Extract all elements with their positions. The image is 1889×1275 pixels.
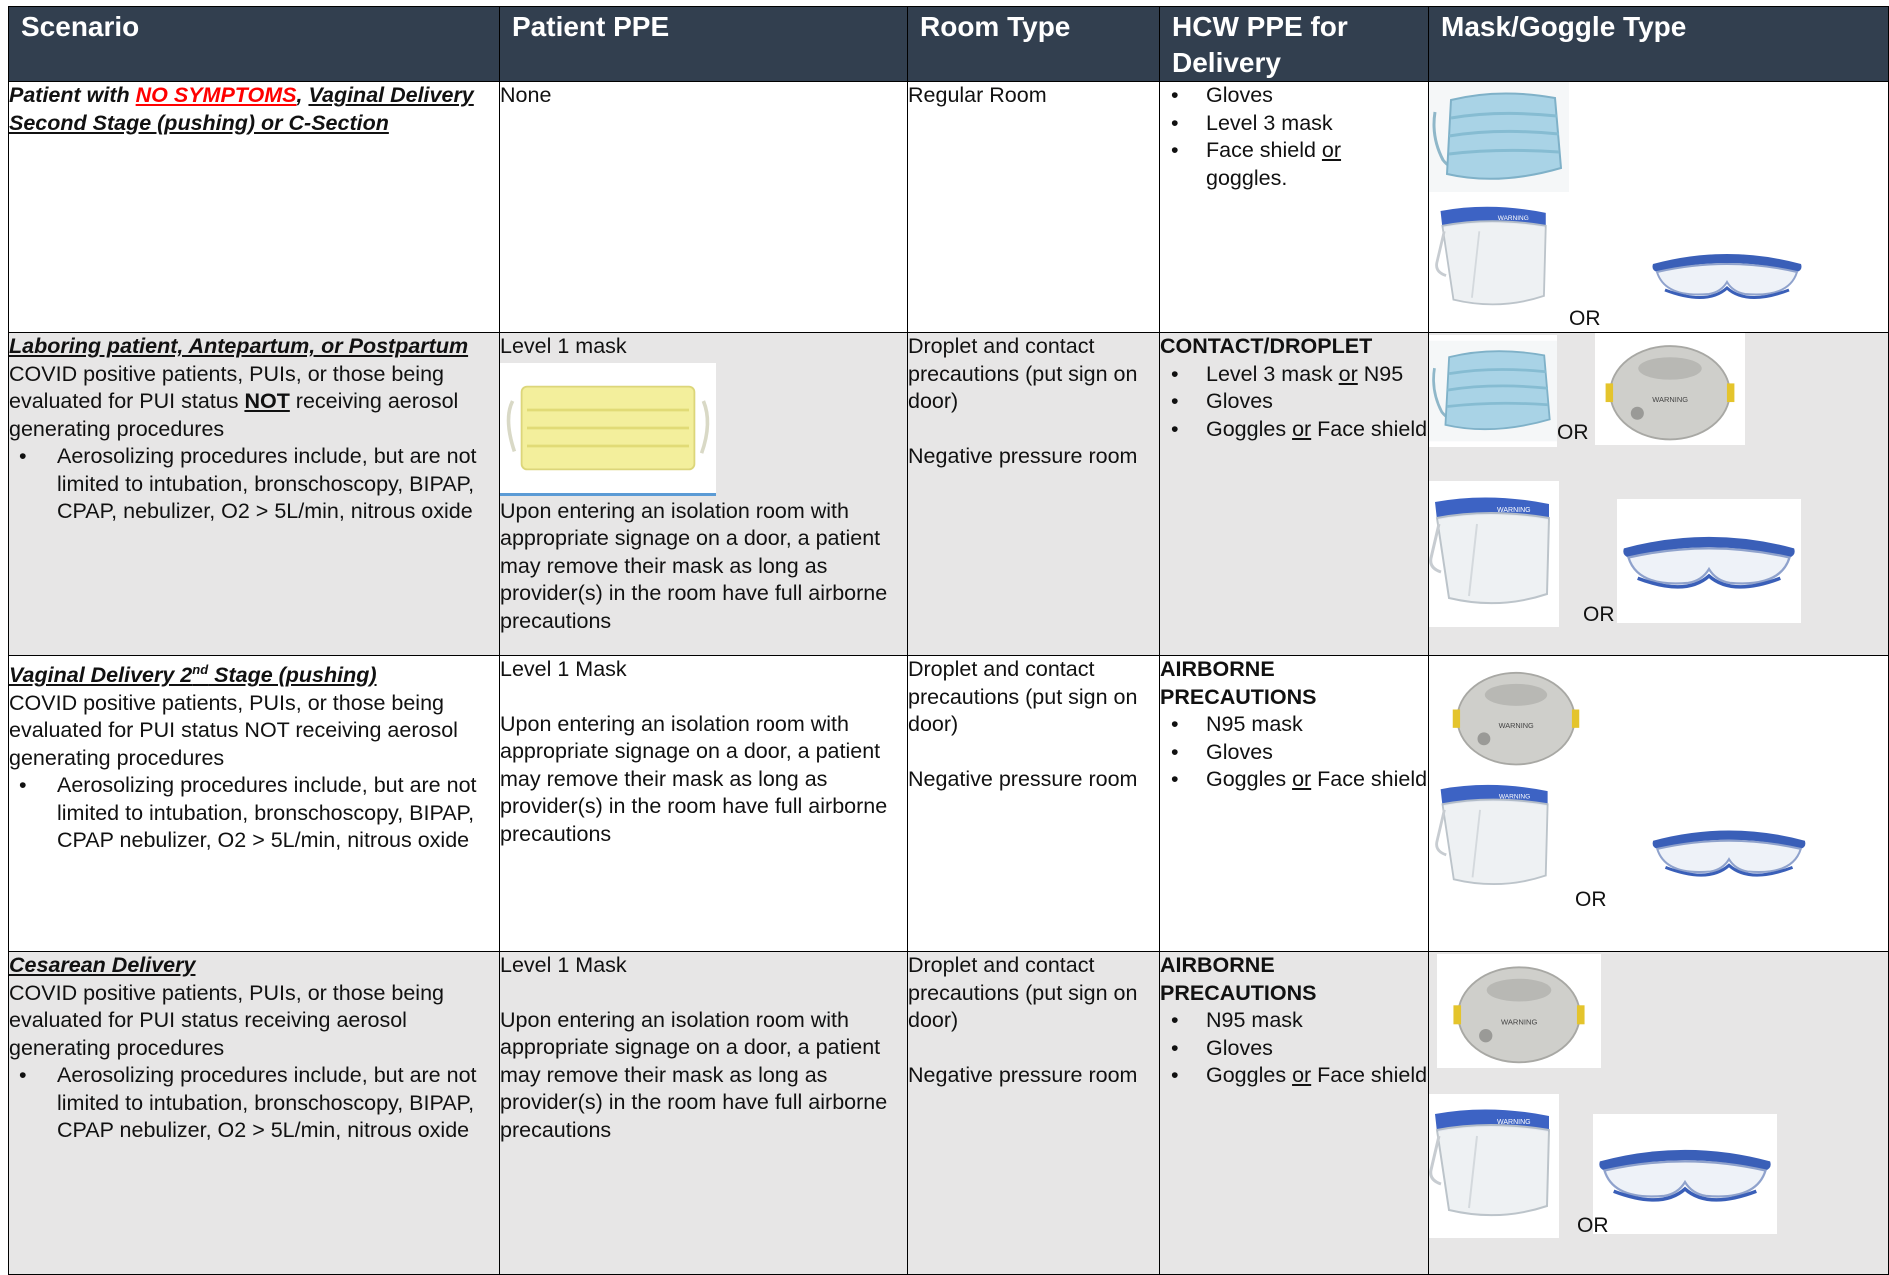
patient-ppe-cell (500, 656, 908, 952)
list-item: • Gloves (1160, 388, 1428, 416)
patient-note: Upon entering an isolation room with appropriate signage on a door, a patient may remove their mask as long as provider(s) in the room have full airborne precautions (500, 711, 888, 846)
list-item: • Level 3 mask or N95 (1160, 361, 1428, 389)
scenario-title: Laboring patient, Antepartum, or Postpartum (9, 334, 469, 358)
hcw-ppe-cell (1160, 656, 1429, 952)
mask-goggle-cell (1429, 333, 1889, 656)
patient-ppe-value: Level 1 Mask (500, 953, 627, 977)
hcw-ppe-list (1160, 361, 1428, 444)
mask-goggle-cell (1429, 952, 1889, 1275)
face-shield-image (1435, 778, 1557, 898)
or-connector: or (1292, 1063, 1312, 1087)
image-underline (500, 493, 716, 496)
header-mask-goggle-type: Mask/Goggle Type (1429, 7, 1889, 82)
mask-goggle-cell (1429, 82, 1889, 333)
table-row (9, 952, 1889, 1275)
safety-goggles-image (1647, 812, 1811, 892)
list-item: • Aerosolizing procedures include, but are not limited to intubation, bronschoscopy, BIPAP, CPAP, nebulizer, O2 > 5L/min, nitrous oxide (9, 443, 499, 526)
or-connector: or (1338, 361, 1358, 386)
scenario-cell (9, 333, 500, 656)
scenario-title: Vaginal Delivery 2nd Stage (pushing) (9, 662, 377, 688)
n95-respirator-image (1595, 333, 1745, 445)
scenario-cell (9, 656, 500, 952)
list-item: • Gloves (1160, 739, 1428, 767)
not-emphasis: NOT (244, 389, 290, 413)
hcw-ppe-list (1160, 82, 1428, 192)
scenario-title: Cesarean Delivery (9, 953, 196, 977)
face-shield-image (1435, 199, 1555, 319)
list-item: • Aerosolizing procedures include, but are not limited to intubation, bronschoscopy, BIPAP, CPAP nebulizer, O2 > 5L/min, nitrous oxide (9, 772, 499, 855)
room-type-cell (908, 656, 1160, 952)
or-connector: or (1292, 416, 1312, 441)
hcw-ppe-list (1160, 1007, 1428, 1090)
or-label: OR (1569, 307, 1601, 330)
face-shield-image (1429, 481, 1559, 627)
or-label: OR (1557, 421, 1589, 444)
patient-note: Upon entering an isolation room with appropriate signage on a door, a patient may remove their mask as long as provider(s) in the room have full airborne precautions (500, 1007, 888, 1142)
n95-respirator-image (1437, 660, 1595, 770)
room-type-value: Negative pressure room (908, 1062, 1138, 1087)
room-type-value: Droplet and contact precautions (put sign on door) (908, 334, 1138, 413)
hcw-precaution-heading: CONTACT/DROPLET (1160, 334, 1373, 358)
hcw-precaution-heading: AIRBORNE PRECAUTIONS (1160, 953, 1317, 1005)
table-row (9, 656, 1889, 952)
scenario-title: Patient with NO SYMPTOMS, Vaginal Delivery Second Stage (pushing) or C-Section (9, 83, 474, 135)
room-type-value: Regular Room (908, 83, 1047, 107)
scenario-cell (9, 952, 500, 1275)
room-type-value: Droplet and contact precautions (put sign on door) (908, 953, 1138, 1032)
hcw-precaution-heading: AIRBORNE PRECAUTIONS (1160, 657, 1317, 709)
surgical-mask-image (1429, 335, 1557, 447)
header-scenario: Scenario (9, 7, 500, 82)
header-room-type: Room Type (908, 7, 1160, 82)
list-item: • Goggles or Face shield (1160, 416, 1428, 444)
scenario-bullets (9, 772, 499, 855)
list-item: • Level 3 mask (1160, 110, 1428, 138)
patient-ppe-cell (500, 82, 908, 333)
room-type-value: Negative pressure room (908, 443, 1138, 468)
list-item: • Goggles or Face shield (1160, 766, 1428, 794)
header-patient-ppe: Patient PPE (500, 7, 908, 82)
room-type-cell (908, 952, 1160, 1275)
list-item: • N95 mask (1160, 711, 1428, 739)
patient-ppe-value: None (500, 83, 552, 107)
header-row (9, 7, 1889, 82)
hcw-ppe-cell (1160, 952, 1429, 1275)
patient-note: Upon entering an isolation room with appropriate signage on a door, a patient may remove their mask as long as provider(s) in the room have full airborne precautions (500, 498, 888, 633)
patient-ppe-value: Level 1 Mask (500, 657, 627, 681)
patient-ppe-cell (500, 333, 908, 656)
list-item: • Gloves (1160, 1035, 1428, 1063)
scenario-description: COVID positive patients, PUIs, or those being evaluated for PUI status NOT receiving aerosol generating procedures (9, 690, 458, 770)
scenario-bullets (9, 1062, 499, 1145)
room-type-value: Droplet and contact precautions (put sign on door) (908, 657, 1138, 736)
or-label: OR (1575, 888, 1607, 911)
surgical-mask-image (1429, 82, 1569, 192)
safety-goggles-image (1593, 1114, 1777, 1234)
scenario-cell (9, 82, 500, 333)
table-row (9, 82, 1889, 333)
face-shield-image (1429, 1094, 1559, 1238)
mask-goggle-cell (1429, 656, 1889, 952)
list-item: • N95 mask (1160, 1007, 1428, 1035)
safety-goggles-image (1647, 240, 1807, 310)
scenario-description: COVID positive patients, PUIs, or those being evaluated for PUI status NOT receiving aerosol generating procedures (9, 361, 459, 441)
scenario-bullets (9, 443, 499, 526)
list-item: • Goggles or Face shield (1160, 1062, 1428, 1090)
or-connector: or (1321, 138, 1342, 162)
scenario-description: COVID positive patients, PUIs, or those being evaluated for PUI status receiving aerosol generating procedures (9, 980, 444, 1060)
hcw-ppe-cell (1160, 333, 1429, 656)
list-item: • Gloves (1160, 82, 1428, 110)
patient-ppe-value: Level 1 mask (500, 334, 627, 358)
list-item: • Face shield or goggles. (1160, 137, 1428, 192)
hcw-ppe-cell (1160, 82, 1429, 333)
n95-respirator-image (1437, 954, 1601, 1068)
no-symptoms-emphasis: NO SYMPTOMS (135, 83, 297, 107)
safety-goggles-image (1617, 499, 1801, 623)
yellow-procedure-mask-image (500, 363, 716, 493)
room-type-cell (908, 333, 1160, 656)
ppe-guidance-table (8, 6, 1889, 1275)
or-connector: or (1292, 767, 1312, 791)
room-type-value: Negative pressure room (908, 766, 1138, 791)
patient-ppe-cell (500, 952, 908, 1275)
or-label: OR (1577, 1214, 1609, 1237)
room-type-cell (908, 82, 1160, 333)
hcw-ppe-list (1160, 711, 1428, 794)
table-row (9, 333, 1889, 656)
or-label: OR (1583, 603, 1615, 626)
list-item: • Aerosolizing procedures include, but are not limited to intubation, bronschoscopy, BIPAP, CPAP nebulizer, O2 > 5L/min, nitrous oxide (9, 1062, 499, 1145)
header-hcw-ppe: HCW PPE for Delivery (1160, 7, 1429, 82)
